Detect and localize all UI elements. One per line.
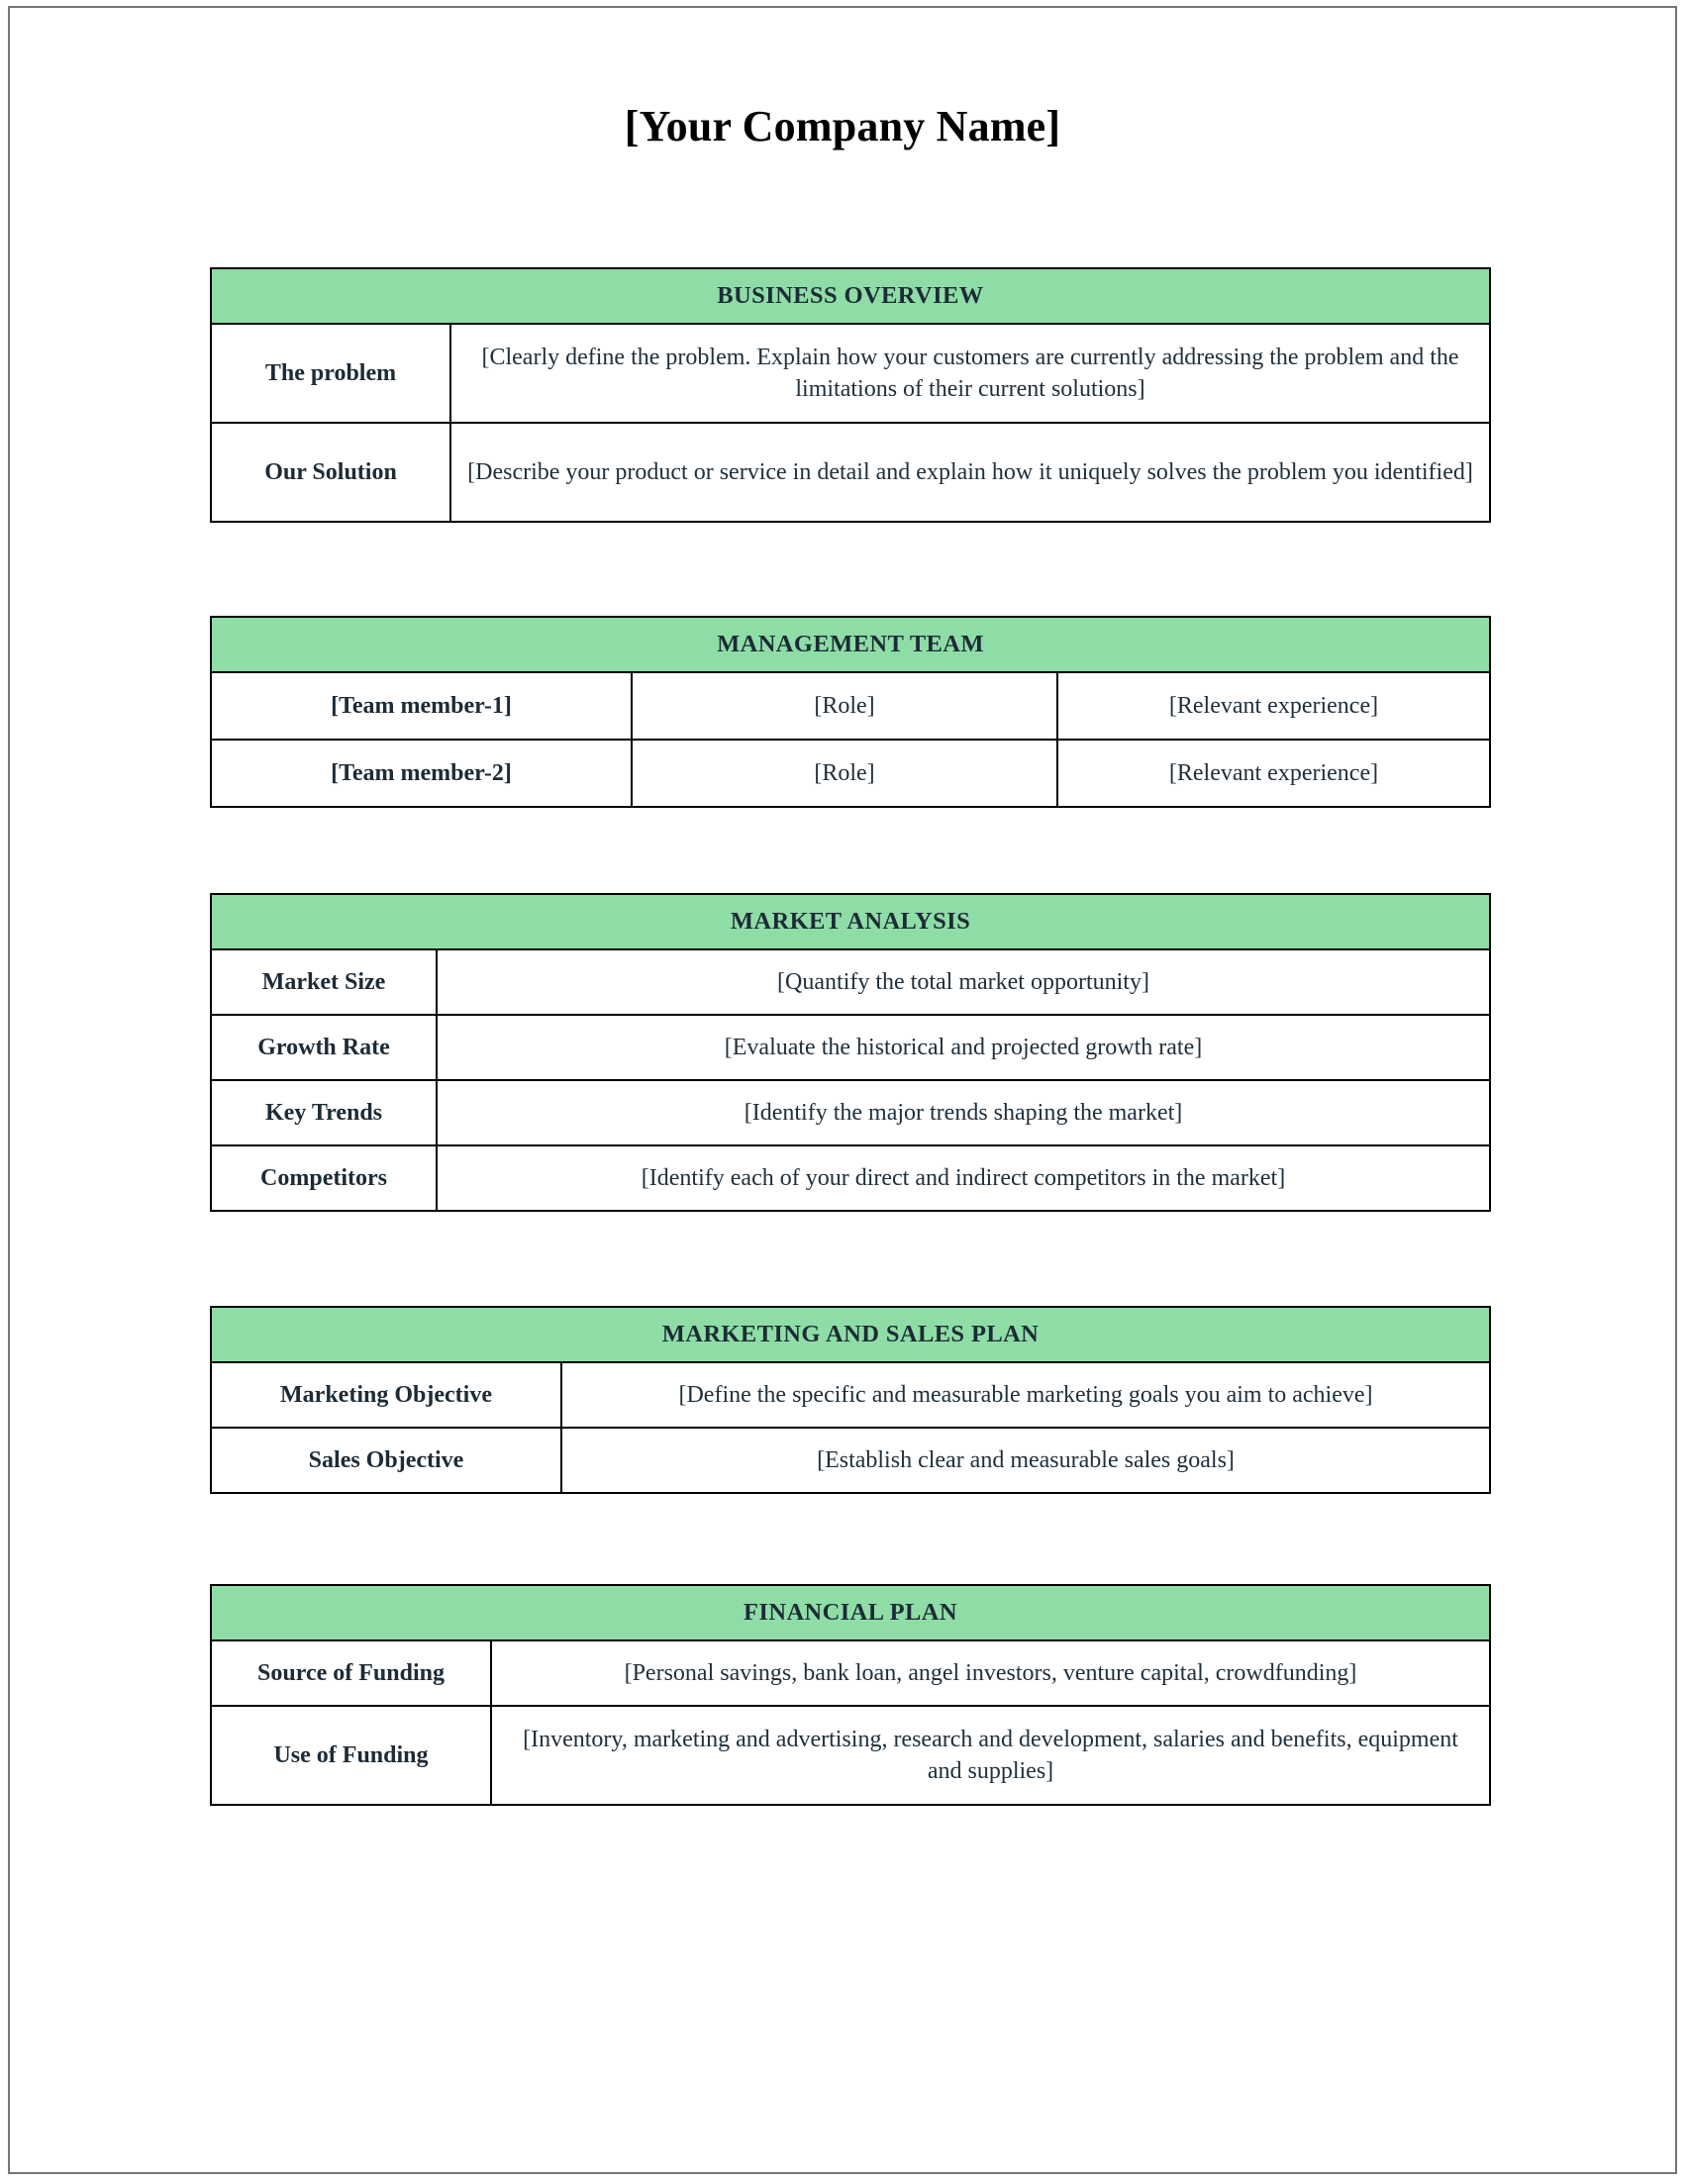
row-label-the-problem: The problem: [211, 324, 450, 423]
row-label-marketing-objective: Marketing Objective: [211, 1362, 561, 1428]
row-value-market-size[interactable]: [Quantify the total market opportunity]: [437, 949, 1490, 1015]
financial-plan-table: [210, 1584, 1491, 1806]
table-row: [211, 1145, 1490, 1211]
row-value-source-of-funding[interactable]: [Personal savings, bank loan, angel investors, venture capital, crowdfunding]: [491, 1640, 1490, 1706]
table-row: [211, 740, 1490, 807]
row-label-team-member-2[interactable]: [Team member-2]: [211, 740, 632, 807]
page-content: [10, 8, 1675, 2172]
row-label-market-size: Market Size: [211, 949, 437, 1015]
page-title: [Your Company Name]: [624, 102, 1061, 150]
section-heading-business-overview: BUSINESS OVERVIEW: [211, 268, 1490, 324]
row-value-team-member-2-experience[interactable]: [Relevant experience]: [1057, 740, 1490, 807]
table-header-row: [211, 268, 1490, 324]
row-value-competitors[interactable]: [Identify each of your direct and indirect competitors in the market]: [437, 1145, 1490, 1211]
table-row: [211, 1080, 1490, 1145]
row-value-marketing-objective[interactable]: [Define the specific and measurable marketing goals you aim to achieve]: [561, 1362, 1490, 1428]
table-row: [211, 672, 1490, 740]
document-page: [8, 6, 1677, 2174]
business-overview-table: [210, 267, 1491, 523]
market-analysis-table: [210, 893, 1491, 1212]
row-value-use-of-funding[interactable]: [Inventory, marketing and advertising, research and development, salaries and benefits, equipment and supplies]: [491, 1706, 1490, 1805]
row-value-growth-rate[interactable]: [Evaluate the historical and projected growth rate]: [437, 1015, 1490, 1080]
row-label-our-solution: Our Solution: [211, 423, 450, 522]
row-value-sales-objective[interactable]: [Establish clear and measurable sales goals]: [561, 1428, 1490, 1493]
row-value-key-trends[interactable]: [Identify the major trends shaping the market]: [437, 1080, 1490, 1145]
table-row: [211, 1640, 1490, 1706]
row-value-team-member-2-role[interactable]: [Role]: [632, 740, 1057, 807]
row-value-team-member-1-role[interactable]: [Role]: [632, 672, 1057, 740]
management-team-table: [210, 616, 1491, 808]
row-label-team-member-1[interactable]: [Team member-1]: [211, 672, 632, 740]
table-row: [211, 1706, 1490, 1805]
row-value-our-solution[interactable]: [Describe your product or service in detail and explain how it uniquely solves the problem you identified]: [450, 423, 1490, 522]
table-header-row: [211, 1307, 1490, 1362]
table-header-row: [211, 1585, 1490, 1640]
section-heading-marketing-and-sales-plan: MARKETING AND SALES PLAN: [211, 1307, 1490, 1362]
row-label-source-of-funding: Source of Funding: [211, 1640, 491, 1706]
row-value-team-member-1-experience[interactable]: [Relevant experience]: [1057, 672, 1490, 740]
section-heading-financial-plan: FINANCIAL PLAN: [211, 1585, 1490, 1640]
table-row: [211, 1362, 1490, 1428]
table-row: [211, 949, 1490, 1015]
table-row: [211, 1015, 1490, 1080]
marketing-and-sales-plan-table: [210, 1306, 1491, 1494]
row-label-use-of-funding: Use of Funding: [211, 1706, 491, 1805]
row-label-sales-objective: Sales Objective: [211, 1428, 561, 1493]
row-label-key-trends: Key Trends: [211, 1080, 437, 1145]
table-header-row: [211, 894, 1490, 949]
row-label-growth-rate: Growth Rate: [211, 1015, 437, 1080]
row-label-competitors: Competitors: [211, 1145, 437, 1211]
table-row: [211, 1428, 1490, 1493]
section-heading-management-team: MANAGEMENT TEAM: [211, 617, 1490, 672]
table-row: [211, 423, 1490, 522]
table-row: [211, 324, 1490, 423]
section-heading-market-analysis: MARKET ANALYSIS: [211, 894, 1490, 949]
table-header-row: [211, 617, 1490, 672]
row-value-the-problem[interactable]: [Clearly define the problem. Explain how your customers are currently addressing the problem and the limitations of their current solutions]: [450, 324, 1490, 423]
